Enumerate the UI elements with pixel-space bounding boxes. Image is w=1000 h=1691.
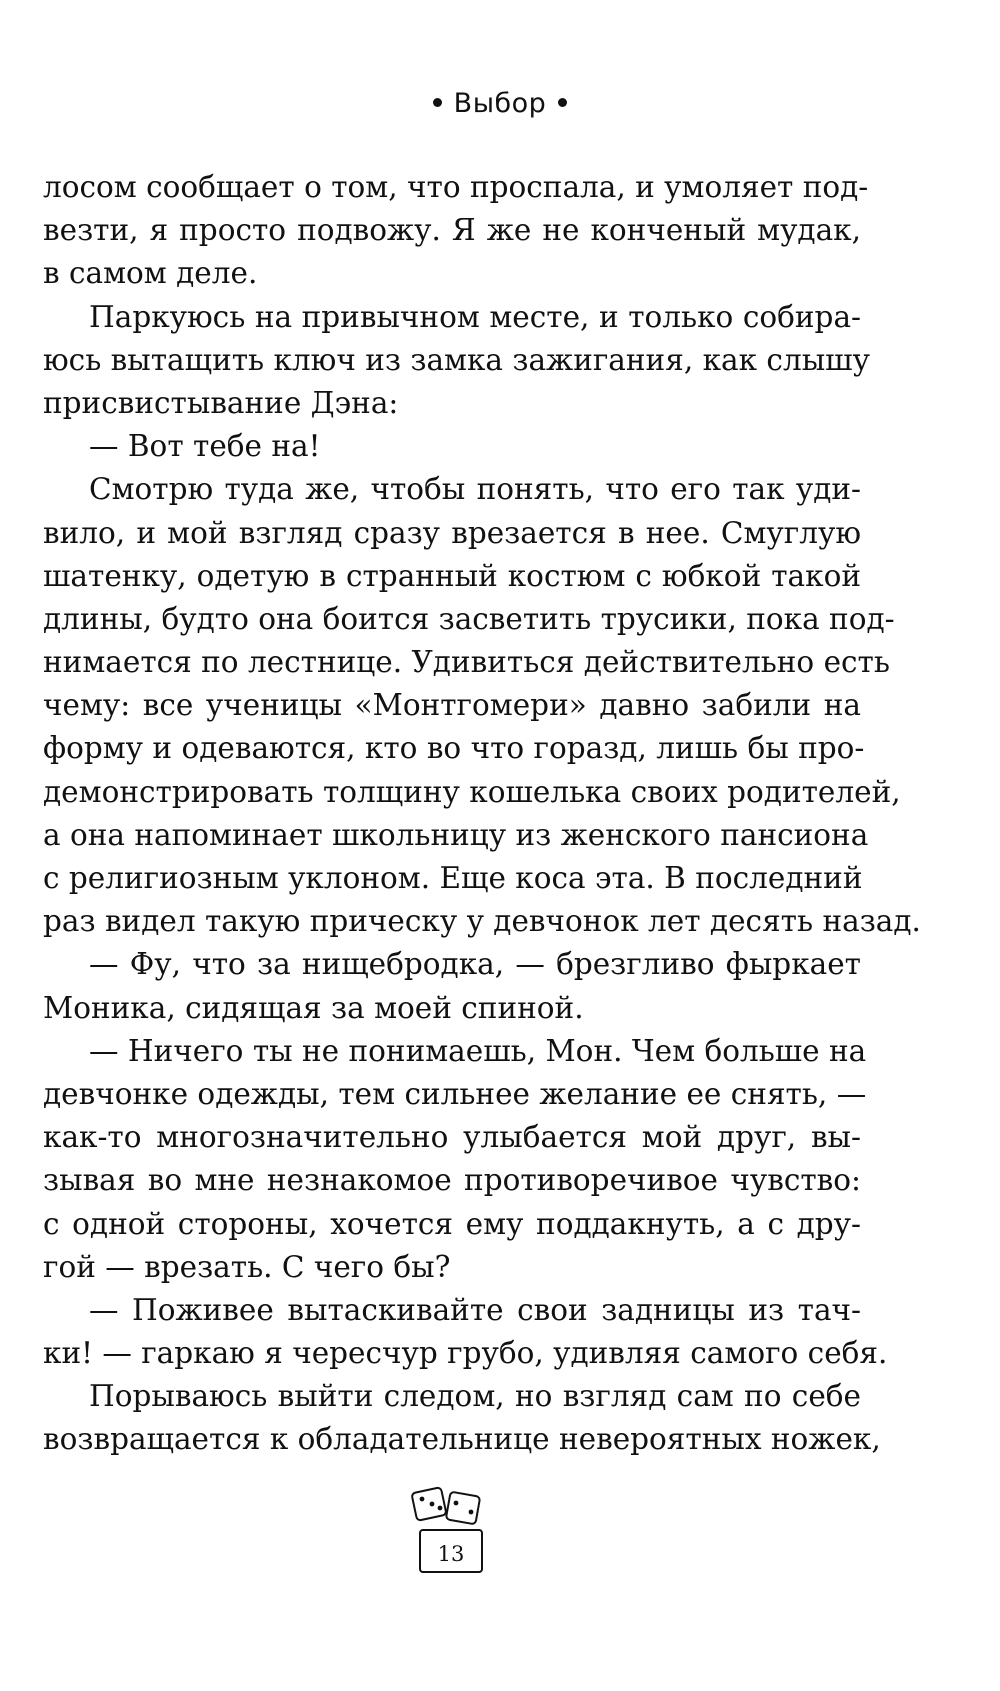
text-line: Паркуюсь на привычном месте, и только собира-: [89, 299, 861, 334]
text-line: Моника, сидящая за моей спиной.: [43, 990, 584, 1025]
bullet-right-icon: [558, 98, 567, 107]
text-line: форму и одеваются, кто во что горазд, лишь бы про-: [43, 731, 865, 766]
text-line: длины, будто она боится засветить трусики, пока под-: [43, 601, 895, 636]
text-line: раз видел такую прическу у девчонок лет десять назад.: [43, 904, 921, 939]
text-line: — Ничего ты не понимаешь, Мон. Чем больше на: [89, 1033, 867, 1068]
text-line: с одной стороны, хочется ему поддакнуть, а с дру-: [43, 1206, 861, 1241]
text-line: шатенку, одетую в странный костюм с юбкой такой: [43, 558, 861, 593]
text-line: юсь вытащить ключ из замка зажигания, как слышу: [43, 342, 870, 377]
text-line: а она напоминает школьницу из женского пансиона: [43, 817, 869, 852]
text-line: девчонке одежды, тем сильнее желание ее снять, —: [43, 1076, 867, 1111]
text-line: демонстрировать толщину кошелька своих родителей,: [43, 774, 901, 809]
text-line: как-то многозначительно улыбается мой друг, вы-: [43, 1120, 861, 1155]
text-line: с религиозным уклоном. Еще коса эта. В последний: [43, 861, 863, 895]
text-line: вило, и мой взгляд сразу врезается в нее. Смуглую: [43, 515, 861, 550]
text-line: чему: все ученицы «Монтгомери» давно забили на: [43, 688, 861, 723]
text-line: лосом сообщает о том, что проспала, и умоляет под-: [43, 170, 869, 204]
body-text: [43, 166, 921, 1462]
text-line: гой — врезать. С чего бы?: [43, 1249, 451, 1284]
text-line: нимается по лестнице. Удивиться действительно есть: [43, 645, 890, 680]
text-line: ки! — гаркаю я чересчур грубо, удивляя самого себя.: [43, 1336, 888, 1371]
page-folio: [408, 1484, 492, 1574]
text-line: в самом деле.: [43, 256, 258, 291]
text-line: — Фу, что за нищебродка, — брезгливо фыркает: [89, 947, 861, 982]
running-head: [0, 88, 1000, 119]
text-line: возвращается к обладательнице невероятных ножек,: [43, 1422, 881, 1457]
text-line: — Поживее вытаскивайте свои задницы из тач-: [89, 1292, 861, 1327]
text-line: Порываюсь выйти следом, но взгляд сам по себе: [89, 1379, 861, 1414]
text-line: везти, я просто подвожу. Я же не конченый мудак,: [43, 213, 861, 248]
page-number: 13: [437, 1542, 465, 1566]
text-line: зывая во мне незнакомое противоречивое чувство:: [43, 1163, 861, 1198]
text-line: — Вот тебе на!: [89, 429, 321, 464]
text-line: присвистывание Дэна:: [43, 385, 399, 420]
text-line: Смотрю туда же, чтобы понять, что его так уди-: [89, 472, 861, 507]
chapter-title: Выбор: [453, 88, 547, 119]
bullet-left-icon: [433, 98, 442, 107]
